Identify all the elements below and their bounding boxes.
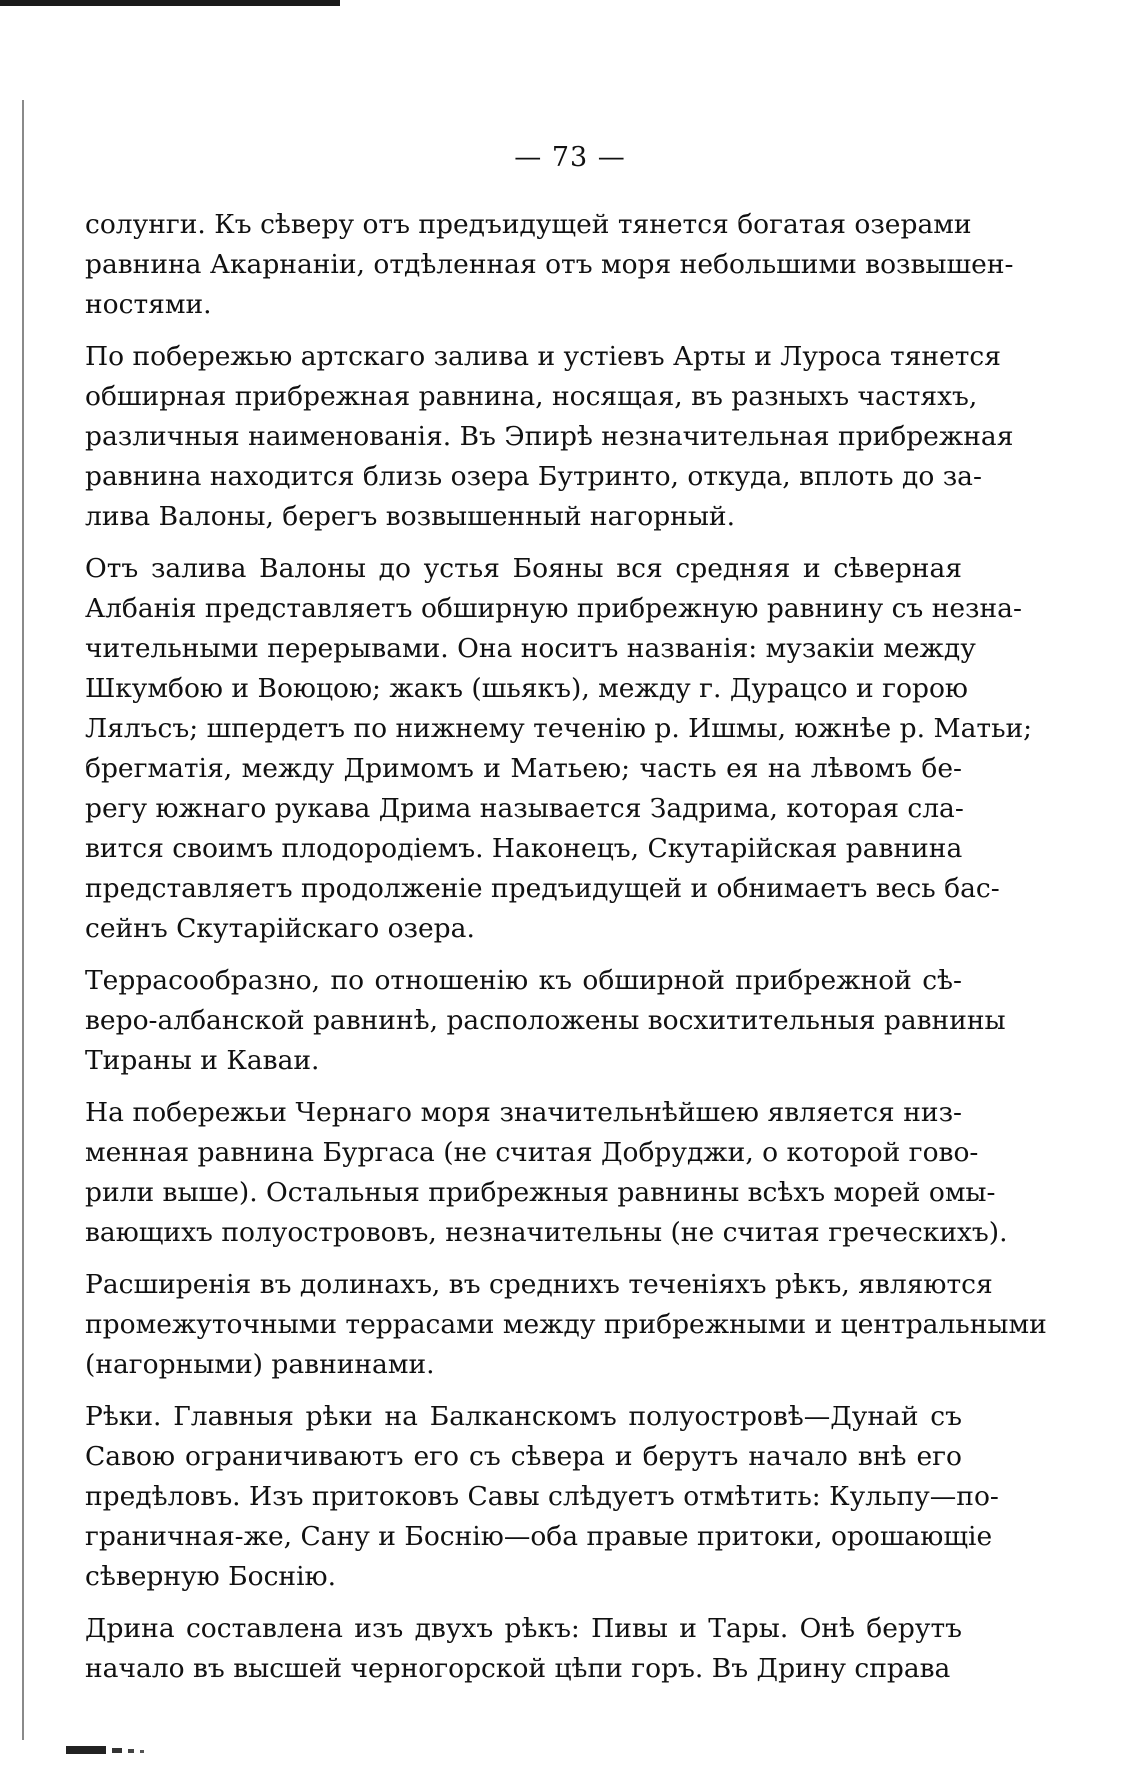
- text-line: обширная прибрежная равнина, носящая, въ разныхъ частяхъ,: [85, 381, 978, 412]
- text-line: предѣловъ. Изъ притоковъ Савы слѣдуетъ отмѣтить: Кульпу—по-: [85, 1481, 999, 1512]
- paragraph: [85, 961, 1006, 1081]
- text-line: регу южнаго рукава Дрима называется Задрима, которая сла-: [85, 793, 964, 824]
- text-line: рили выше). Остальныя прибрежныя равнины всѣхъ морей омы-: [85, 1177, 996, 1208]
- text-line: Лялъсъ; шпердетъ по нижнему теченію р. Ишмы, южнѣе р. Матьи;: [85, 713, 1033, 744]
- paragraph: [85, 1093, 1008, 1253]
- text-line: Дрина составлена изъ двухъ рѣкъ: Пивы и Тары. Онѣ берутъ: [85, 1613, 962, 1644]
- text-line: менная равнина Бургаса (не считая Добруджи, о которой гово-: [85, 1137, 979, 1168]
- paragraph: [85, 549, 1033, 949]
- text-line: вится своимъ плодородіемъ. Наконецъ, Скутарійская равнина: [85, 833, 963, 864]
- paragraph: [85, 337, 1014, 537]
- text-line: По побережью артскаго залива и устіевъ Арты и Луроса тянется: [85, 341, 1001, 372]
- text-line: Расширенія въ долинахъ, въ среднихъ теченіяхъ рѣкъ, являются: [85, 1269, 993, 1300]
- text-line: Савою ограничиваютъ его съ сѣвера и берутъ начало внѣ его: [85, 1441, 962, 1472]
- text-line: чительными перерывами. Она носитъ названія: музакіи между: [85, 633, 976, 664]
- text-line: Тираны и Каваи.: [85, 1045, 320, 1076]
- text-line: Рѣки. Главныя рѣки на Балканскомъ полуостровѣ—Дунай съ: [85, 1401, 962, 1432]
- text-line: сейнъ Скутарійскаго озера.: [85, 913, 475, 944]
- page-number: — 73 —: [514, 142, 626, 173]
- scan-left-edge: [22, 100, 24, 1740]
- scan-top-edge: [0, 0, 340, 6]
- text-line: Террасообразно, по отношенію къ обширной прибрежной сѣ-: [85, 965, 962, 996]
- text-line: начало въ высшей черногорской цѣпи горъ. Въ Дрину справа: [85, 1653, 951, 1684]
- text-line: промежуточными террасами между прибрежными и центральными: [85, 1309, 1047, 1340]
- paragraph: [85, 1609, 962, 1689]
- text-line: На побережьи Чернаго моря значительнѣйшею является низ-: [85, 1097, 962, 1128]
- text-line: лива Валоны, берегъ возвышенный нагорный.: [85, 501, 736, 532]
- text-line: Албанія представляетъ обширную прибрежную равнину съ незна-: [85, 593, 1022, 624]
- text-line: солунги. Къ сѣверу отъ предъидущей тянется богатая озерами: [85, 209, 972, 240]
- print-smudge: [66, 1742, 186, 1756]
- text-line: ностями.: [85, 289, 212, 320]
- paragraph: [85, 1265, 1047, 1385]
- text-line: Шкумбою и Воюцою; жакъ (шьякъ), между г. Дурацco и горою: [85, 673, 968, 704]
- text-line: веро-албанской равнинѣ, расположены восхитительныя равнины: [85, 1005, 1006, 1036]
- text-line: вающихъ полуостровoвъ, незначительны (не считая греческихъ).: [85, 1217, 1008, 1248]
- text-line: сѣверную Боснію.: [85, 1561, 337, 1592]
- text-line: равнина Акарнаніи, отдѣленная отъ моря небольшими возвышен-: [85, 249, 1014, 280]
- paragraph: [85, 1397, 999, 1597]
- text-line: граничная-же, Сану и Боснію—оба правые притоки, орошающіе: [85, 1521, 993, 1552]
- text-line: Отъ залива Валоны до устья Бояны вся средняя и сѣверная: [85, 553, 962, 584]
- text-line: (нагорными) равнинами.: [85, 1349, 435, 1380]
- text-column: [85, 205, 1047, 1701]
- text-line: брегматія, между Дримомъ и Матьею; часть ея на лѣвомъ бе-: [85, 753, 962, 784]
- paragraph: [85, 205, 1014, 325]
- text-line: равнина находится близь озера Бутринто, откуда, вплоть до за-: [85, 461, 982, 492]
- text-line: представляетъ продолженіе предъидущей и обнимаетъ весь бас-: [85, 873, 1000, 904]
- text-line: различныя наименованія. Въ Эпирѣ незначительная прибрежная: [85, 421, 1014, 452]
